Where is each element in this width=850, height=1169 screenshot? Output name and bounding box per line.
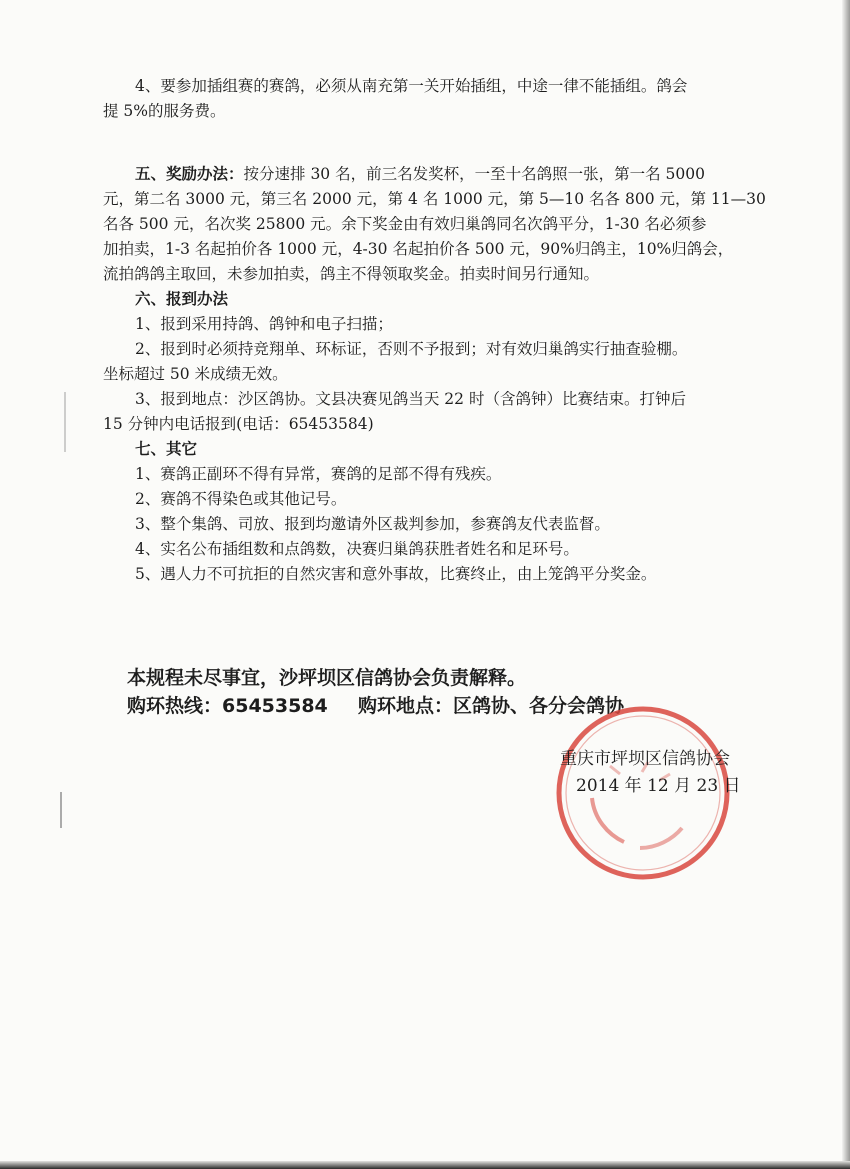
signing-organization: 重庆市坪坝区信鸽协会 <box>560 749 730 769</box>
scan-edge-right <box>842 0 850 1169</box>
section-5-line-4: 加拍卖，1-3 名起拍价各 1000 元，4-30 名起拍价各 500 元，90%归鸽主，10%归鸽会， <box>103 240 734 258</box>
ring-purchase-location: 购环地点：区鸽协、各分会鸽协 <box>358 695 625 717</box>
section-5-line-1-text: 按分速排 30 名，前三名发奖杯，一至十名鸽照一张，第一名 5000 <box>243 165 705 183</box>
section-5-line-5: 流拍鸽鸽主取回，未参加拍卖，鸽主不得领取奖金。拍卖时间另行通知。 <box>103 265 600 283</box>
section-7-item-4: 4、实名公布插组数和点鸽数，决赛归巢鸽获胜者姓名和足环号。 <box>135 540 579 558</box>
section-6-item-3-line-2: 15 分钟内电话报到(电话：65453584) <box>103 415 374 433</box>
scan-mark <box>60 792 62 828</box>
section-7-item-5: 5、遇人力不可抗拒的自然灾害和意外事故，比赛终止，由上笼鸽平分奖金。 <box>135 565 657 583</box>
closing-statement: 本规程未尽事宜，沙坪坝区信鸽协会负责解释。 <box>127 667 527 689</box>
section-6-item-2-line-1: 2、报到时必须持竞翔单、环标证，否则不予报到；对有效归巢鸽实行抽查验棚。 <box>135 340 688 358</box>
scan-edge-bottom <box>0 1161 850 1169</box>
section-7-heading: 七、其它 <box>135 439 198 458</box>
section-6-item-3-line-1: 3、报到地点：沙区鸽协。文县决赛见鸽当天 22 时（含鸽钟）比赛结束。打钟后 <box>135 390 686 408</box>
section-5-line-3: 名各 500 元，名次奖 25800 元。余下奖金由有效归巢鸽同名次鸽平分，1-30 名必须参 <box>103 215 707 233</box>
section-5-line-2: 元，第二名 3000 元，第三名 2000 元，第 4 名 1000 元，第 5—10 名各 800 元，第 11—30 <box>103 190 766 208</box>
section-7-item-2: 2、赛鸽不得染色或其他记号。 <box>135 490 347 508</box>
signing-date: 2014 年 12 月 23 日 <box>576 776 741 796</box>
scan-mark <box>64 392 66 452</box>
section-6-item-1: 1、报到采用持鸽、鸽钟和电子扫描； <box>135 315 393 333</box>
section-7-item-3: 3、整个集鸽、司放、报到均邀请外区裁判参加，参赛鸽友代表监督。 <box>135 515 610 533</box>
item-4-line-1: 4、要参加插组赛的赛鸽，必须从南充第一关开始插组，中途一律不能插组。鸽会 <box>135 77 688 95</box>
section-5-heading: 五、奖励办法： <box>135 164 244 183</box>
section-6-item-2-line-2: 坐标超过 50 米成绩无效。 <box>103 365 288 383</box>
section-5-line-1 <box>135 164 705 184</box>
section-7-item-1: 1、赛鸽正副环不得有异常，赛鸽的足部不得有残疾。 <box>135 465 502 483</box>
section-6-heading: 六、报到办法 <box>135 289 229 308</box>
hotline: 购环热线：65453584 <box>127 695 328 717</box>
item-4-line-2: 提 5%的服务费。 <box>103 102 226 120</box>
